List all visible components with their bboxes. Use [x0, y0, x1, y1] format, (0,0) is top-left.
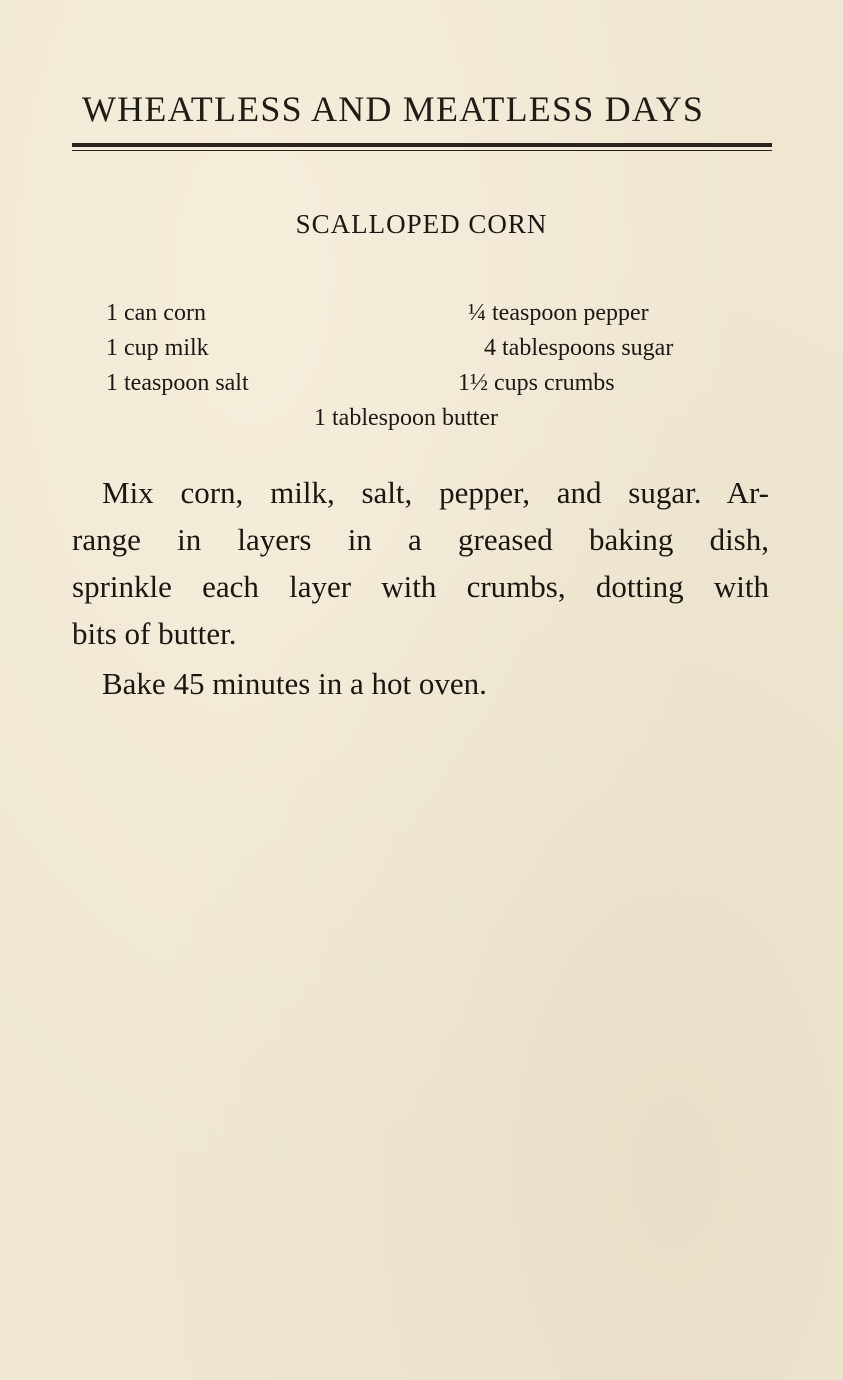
instruction-line: sprinkle each layer with crumbs, dotting with — [72, 569, 769, 604]
instruction-bake: Bake 45 minutes in a hot oven. — [102, 666, 487, 701]
header-rule-thick — [72, 143, 772, 147]
recipe-title: SCALLOPED CORN — [295, 209, 548, 239]
instruction-line: range in layers in a greased baking dish, — [72, 522, 769, 557]
ingredient-item: 1 tablespoon butter — [314, 405, 498, 431]
ingredient-item: 1 cup milk — [106, 335, 209, 361]
ingredient-item: ¼ teaspoon pepper — [468, 300, 649, 326]
running-head: WHEATLESS AND MEATLESS DAYS — [82, 89, 705, 129]
ingredient-item: 1 teaspoon salt — [106, 370, 249, 396]
header-rule-thin — [72, 150, 772, 151]
instruction-line: bits of butter. — [72, 616, 237, 651]
instruction-line: Mix corn, milk, salt, pepper, and sugar. Ar- — [102, 475, 769, 510]
ingredient-item: 1½ cups crumbs — [458, 370, 615, 396]
ingredient-item: 4 tablespoons sugar — [484, 335, 674, 361]
ingredient-item: 1 can corn — [106, 300, 206, 326]
